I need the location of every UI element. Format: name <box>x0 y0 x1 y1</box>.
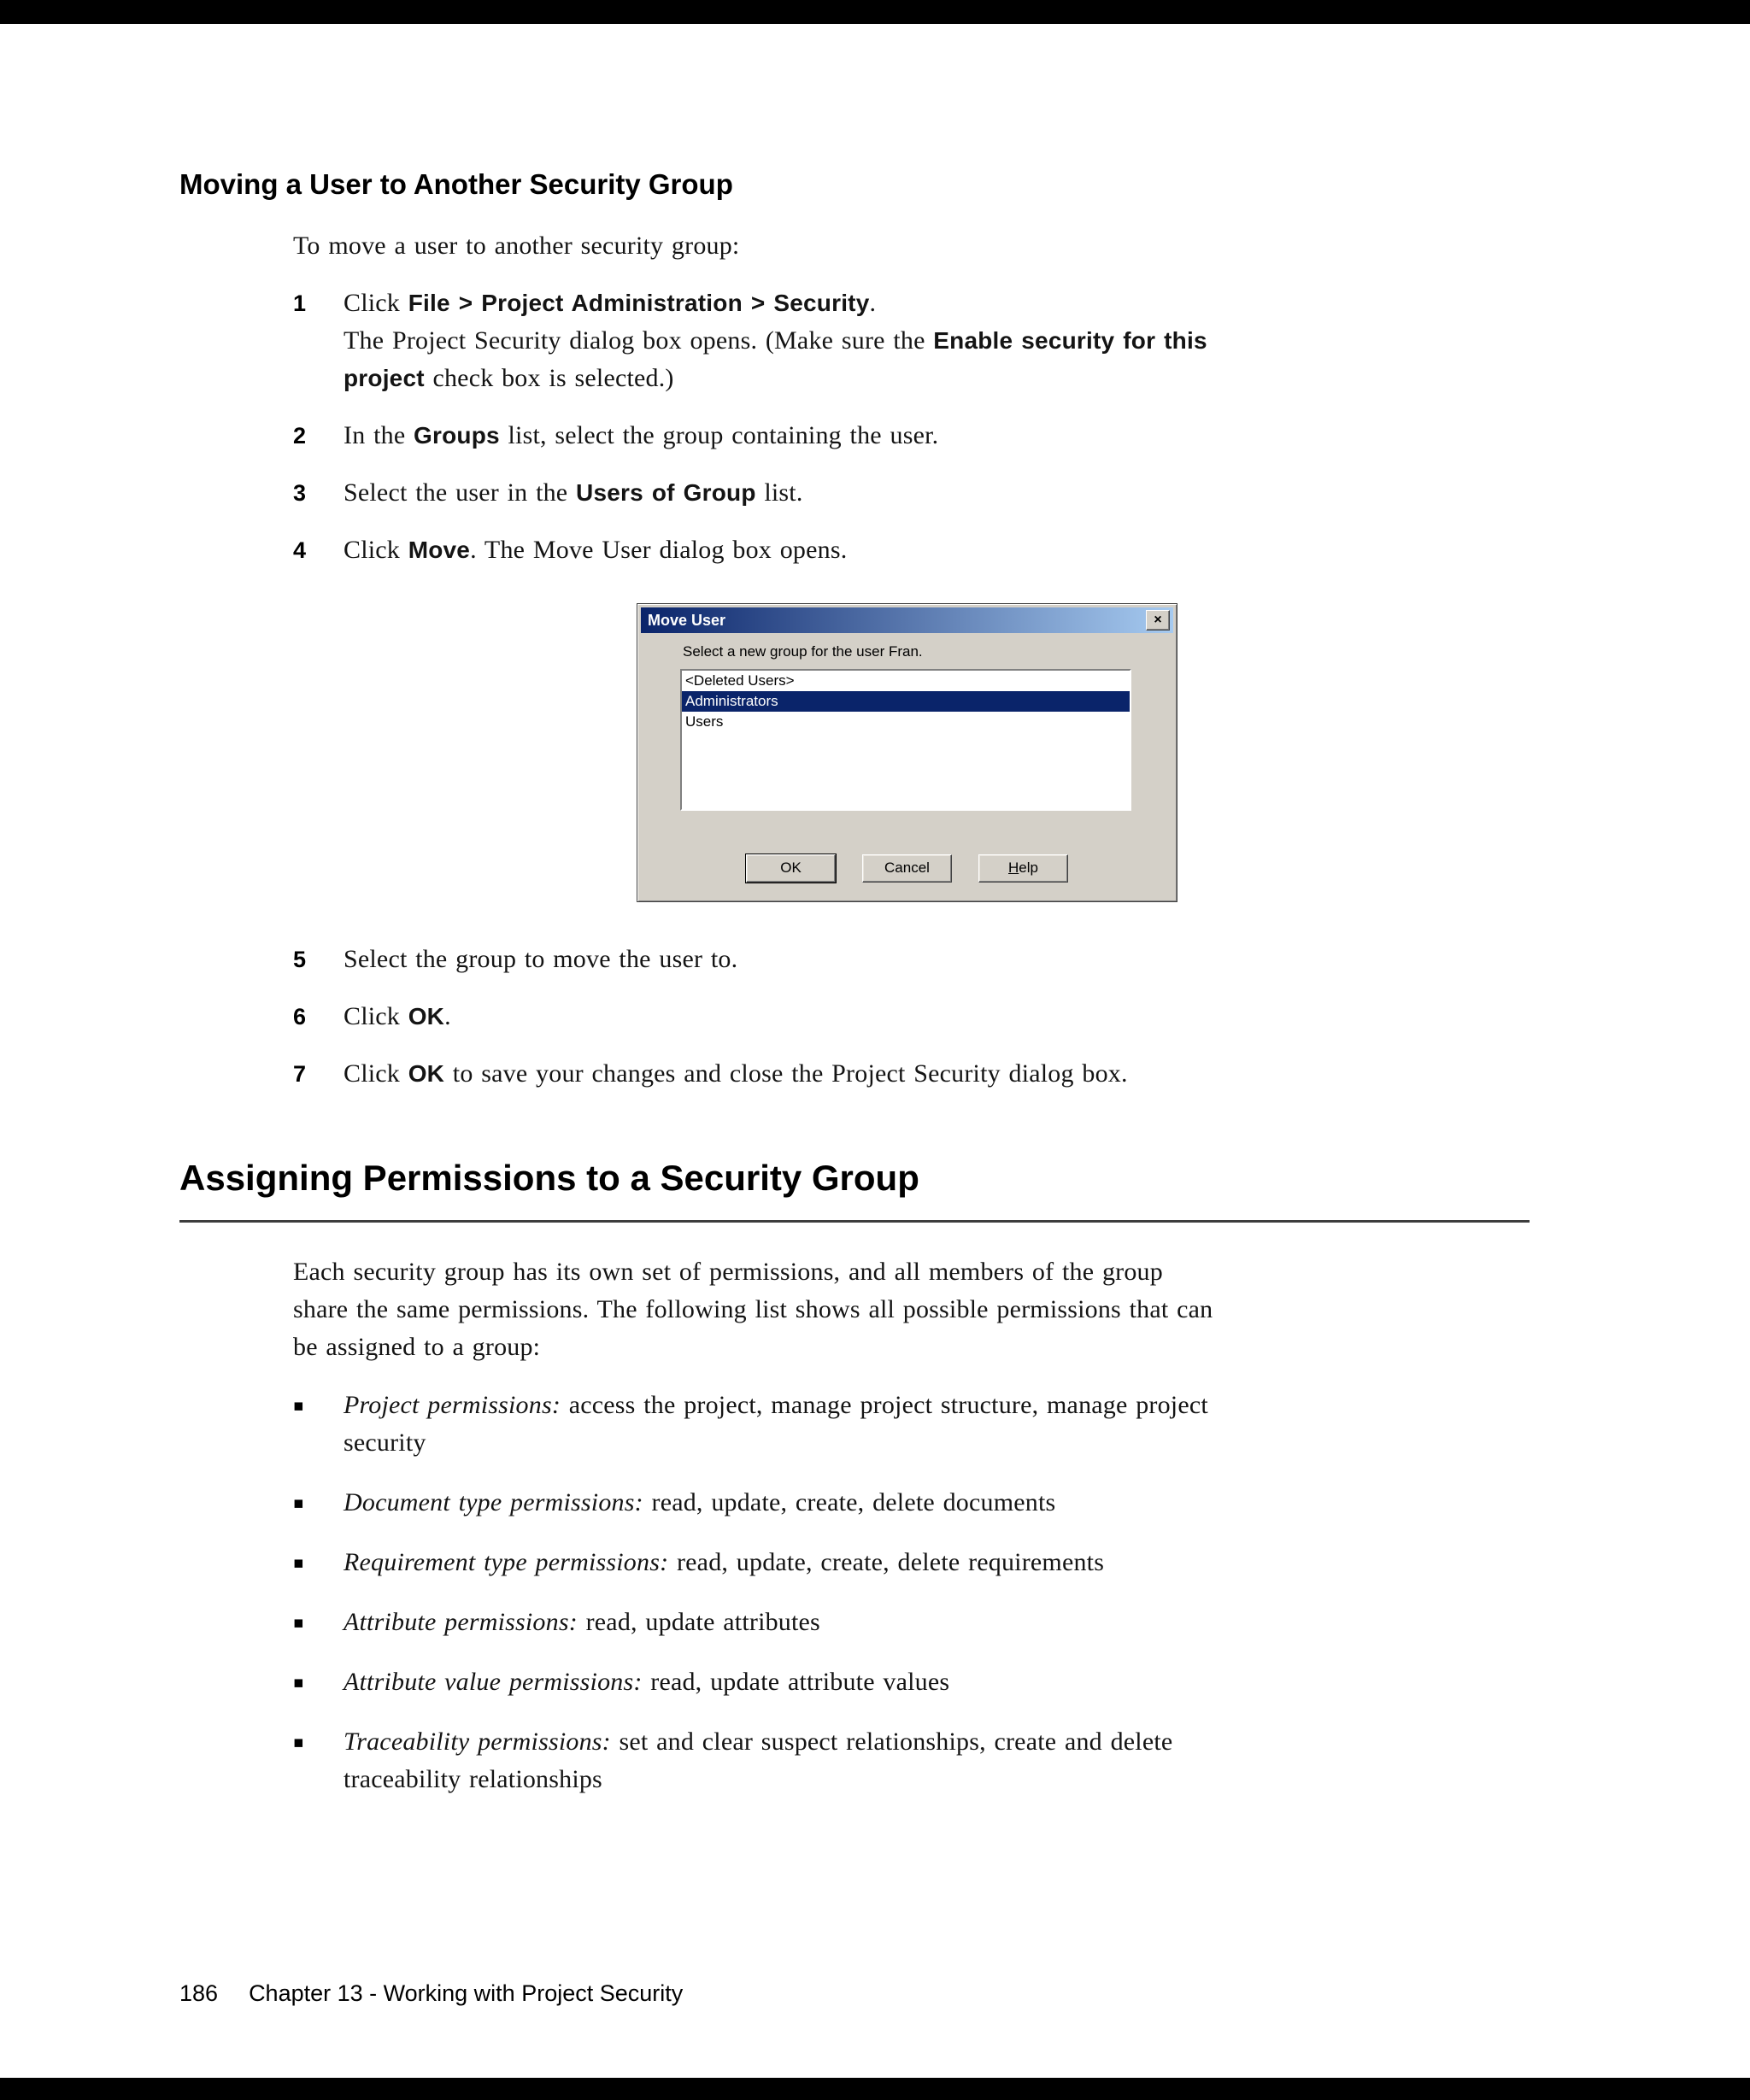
step-text: Select the user in the Users of Group list. <box>344 478 803 507</box>
step-1 <box>293 284 1530 397</box>
dialog-titlebar <box>641 607 1173 633</box>
step-7 <box>293 1055 1530 1093</box>
step-text: In the Groups list, select the group containing the user. <box>344 421 939 449</box>
intro-paragraph: To move a user to another security group: <box>293 232 740 260</box>
bullet-icon: ▪ <box>293 1493 304 1512</box>
bullet-text: Requirement type permissions: read, update, create, delete requirements <box>344 1548 1105 1576</box>
section-title-moving-user: Moving a User to Another Security Group <box>179 168 733 200</box>
bullet-attribute-value-permissions <box>293 1663 1530 1701</box>
step-3 <box>293 474 1530 512</box>
close-icon: × <box>1146 610 1170 631</box>
bullet-icon: ▪ <box>293 1613 304 1632</box>
bullet-attribute-permissions <box>293 1604 1530 1641</box>
move-user-dialog <box>637 603 1177 902</box>
bottom-scan-bar <box>0 2078 1750 2100</box>
page-number: 186 <box>179 1980 219 2006</box>
dialog-prompt-label: Select a new group for the user Fran. <box>683 643 923 660</box>
step-4 <box>293 531 1530 569</box>
step-text: Click OK. <box>344 1002 451 1030</box>
cancel-button: Cancel <box>862 854 952 883</box>
permissions-bullet-list <box>293 1387 1530 1798</box>
bullet-text: Project permissions: access the project, manage project structure, manage project security <box>344 1391 1208 1457</box>
group-listbox <box>680 669 1131 811</box>
page-content <box>179 167 1530 1798</box>
move-user-dialog-screenshot <box>637 603 1181 902</box>
listbox-item-users: Users <box>685 713 724 730</box>
bullet-text: Attribute value permissions: read, update attribute values <box>344 1668 950 1696</box>
bullet-icon: ▪ <box>293 1673 304 1692</box>
listbox-item-deleted-users: <Deleted Users> <box>685 672 795 689</box>
step-number: 3 <box>293 480 307 506</box>
top-scan-bar <box>0 0 1750 24</box>
step-6 <box>293 998 1530 1035</box>
bullet-document-type-permissions <box>293 1484 1530 1522</box>
listbox-item-administrators-selected: Administrators <box>682 691 1130 712</box>
step-text: Click OK to save your changes and close the Project Security dialog box. <box>344 1059 1128 1088</box>
page-footer <box>179 1980 683 2007</box>
step-text: Click File > Project Administration > Security. The Project Security dialog box opens. (Make sure the Enable security for this project check box is selected.) <box>344 289 1207 392</box>
step-5 <box>293 941 1530 978</box>
bullet-icon: ▪ <box>293 1733 304 1751</box>
bullet-text: Attribute permissions: read, update attributes <box>344 1608 820 1636</box>
section-rule <box>179 1220 1530 1223</box>
ok-button: OK <box>746 854 836 883</box>
step-text: Click Move. The Move User dialog box opens. <box>344 536 848 564</box>
bullet-text: Document type permissions: read, update, create, delete documents <box>344 1488 1056 1516</box>
bullet-icon: ▪ <box>293 1396 304 1415</box>
steps-list-1 <box>293 284 1530 569</box>
step-number: 4 <box>293 537 307 563</box>
bullet-icon: ▪ <box>293 1553 304 1572</box>
step-number: 1 <box>293 290 307 316</box>
bullet-requirement-type-permissions <box>293 1544 1530 1581</box>
dialog-title: Move User <box>648 611 726 629</box>
section-title-assigning-permissions: Assigning Permissions to a Security Group <box>179 1158 919 1198</box>
step-text: Select the group to move the user to. <box>344 945 738 973</box>
help-button: Help <box>978 854 1068 883</box>
step-number: 2 <box>293 423 307 449</box>
bullet-project-permissions <box>293 1387 1530 1462</box>
step-number: 7 <box>293 1061 307 1087</box>
step-number: 5 <box>293 947 307 972</box>
bullet-text: Traceability permissions: set and clear suspect relationships, create and delete traceability relationships <box>344 1728 1173 1793</box>
step-number: 6 <box>293 1004 307 1029</box>
bullet-traceability-permissions <box>293 1723 1530 1798</box>
dialog-button-row <box>637 854 1177 883</box>
chapter-title: Chapter 13 - Working with Project Security <box>249 1980 684 2006</box>
steps-list-2 <box>293 941 1530 1093</box>
step-2 <box>293 417 1530 455</box>
assigning-intro-paragraph: Each security group has its own set of permissions, and all members of the group share the same permissions. The following list shows all possible permissions that can be assigned to a group: <box>293 1258 1213 1361</box>
